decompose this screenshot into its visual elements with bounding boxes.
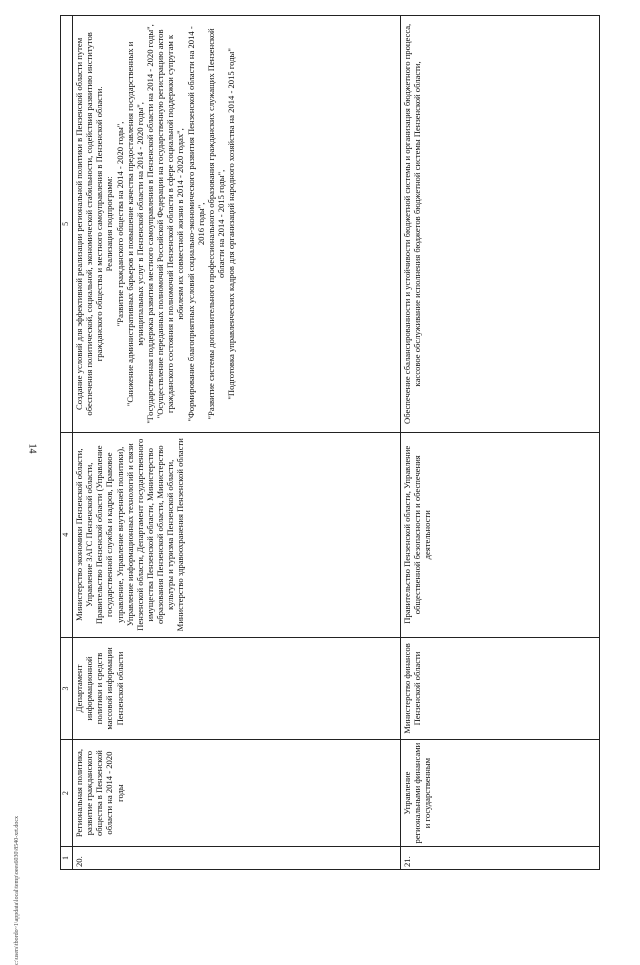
table-row bbox=[401, 16, 600, 870]
row-number: 21. bbox=[401, 846, 600, 869]
program-name: Региональная политика, развитие гражданского общества в Пензенской области на 2014 - 2020 годы bbox=[73, 740, 401, 847]
file-path-footer: c:\users\tbordo~1\appdata\local\temp\oees6030\8540-xrt.docx bbox=[14, 815, 20, 965]
header-cell: 4 bbox=[61, 432, 73, 637]
row-number: 20. bbox=[73, 846, 401, 869]
header-cell: 3 bbox=[61, 637, 73, 739]
co-executors: Правительство Пензенской области, Управление общественной безопасности и обеспечения деятельности bbox=[401, 432, 600, 637]
co-executors: Министерство экономики Пензенской области, Управление ЗАГС Пензенской области, Правительство Пензенской области (Управление государственной службы и кадров, Правовое управление, Управление внутренней политики), Управление информационных технологий и связи Пензенской области, Департамент государственного имущества Пензенской области, Министерство образования Пензенской области, Министерство культуры и туризма Пензенской области, Министерство здравоохранения Пензенской области bbox=[73, 432, 401, 637]
header-cell: 1 bbox=[61, 846, 73, 869]
goal-text: Реализация подпрограмм: bbox=[104, 176, 115, 272]
header-cell: 5 bbox=[61, 16, 73, 433]
goal-text: "Осуществление переданных полномочий Российской Федерации на государственную регистрацию актов гражданского состояния и полномочий Пензенской области в сфере социальной поддержки супругам к юбилеям их совместной жизни в 2014 - 2020 годах", bbox=[155, 29, 186, 419]
goals-cell bbox=[73, 16, 401, 433]
goal-text: "Развитие системы дополнительного профессионального образования гражданских служащих Пензенской области на 2014 - 2015 годы", bbox=[205, 28, 226, 420]
page-number: 14 bbox=[26, 443, 38, 454]
rotated-table-container bbox=[60, 15, 600, 870]
goal-text: Обеспечение сбалансированности и устойчивости бюджетной системы и организация бюджетного процесса, кассовое обслуживание исполнения бюджетов бюджетной системы Пензенской области, bbox=[402, 23, 423, 425]
responsible-executor: Министерство финансов Пензенской области bbox=[401, 637, 600, 739]
goal-text: Создание условий для эффективной реализации региональной политики в Пензенской области путем обеспечения политической, социальной, экономической стабильности, содействия развитию институтов гражданского общества и местного самоуправления в Пензенской области. bbox=[74, 32, 105, 416]
header-row bbox=[61, 16, 73, 870]
goals-cell bbox=[401, 16, 600, 433]
responsible-executor: Департамент информационной политики и средств массовой информации Пензенской области bbox=[73, 637, 401, 739]
header-cell: 2 bbox=[61, 740, 73, 847]
goal-text: "Снижение административных барьеров и повышение качества предоставления государственных и муниципальных услуг в Пензенской области на 2014 - 2020 годы", bbox=[124, 41, 145, 407]
programs-table bbox=[60, 15, 600, 870]
goal-text: "Развитие гражданского общества на 2014 - 2020 годы", bbox=[114, 121, 125, 327]
table-row bbox=[73, 16, 401, 870]
goal-text: "Подготовка управленческих кадров для организаций народного хозяйства на 2014 - 2015 годы" bbox=[226, 48, 237, 400]
goal-text: "Государственная поддержка развития местного самоуправления в Пензенской области на 2014 - 2020 годы", bbox=[144, 24, 155, 424]
goal-text: "Формирование благоприятных условий социально-экономического развития Пензенской области на 2014 - 2016 годы", bbox=[185, 26, 206, 422]
program-name: Управление региональными финансами и государственным bbox=[401, 740, 600, 847]
